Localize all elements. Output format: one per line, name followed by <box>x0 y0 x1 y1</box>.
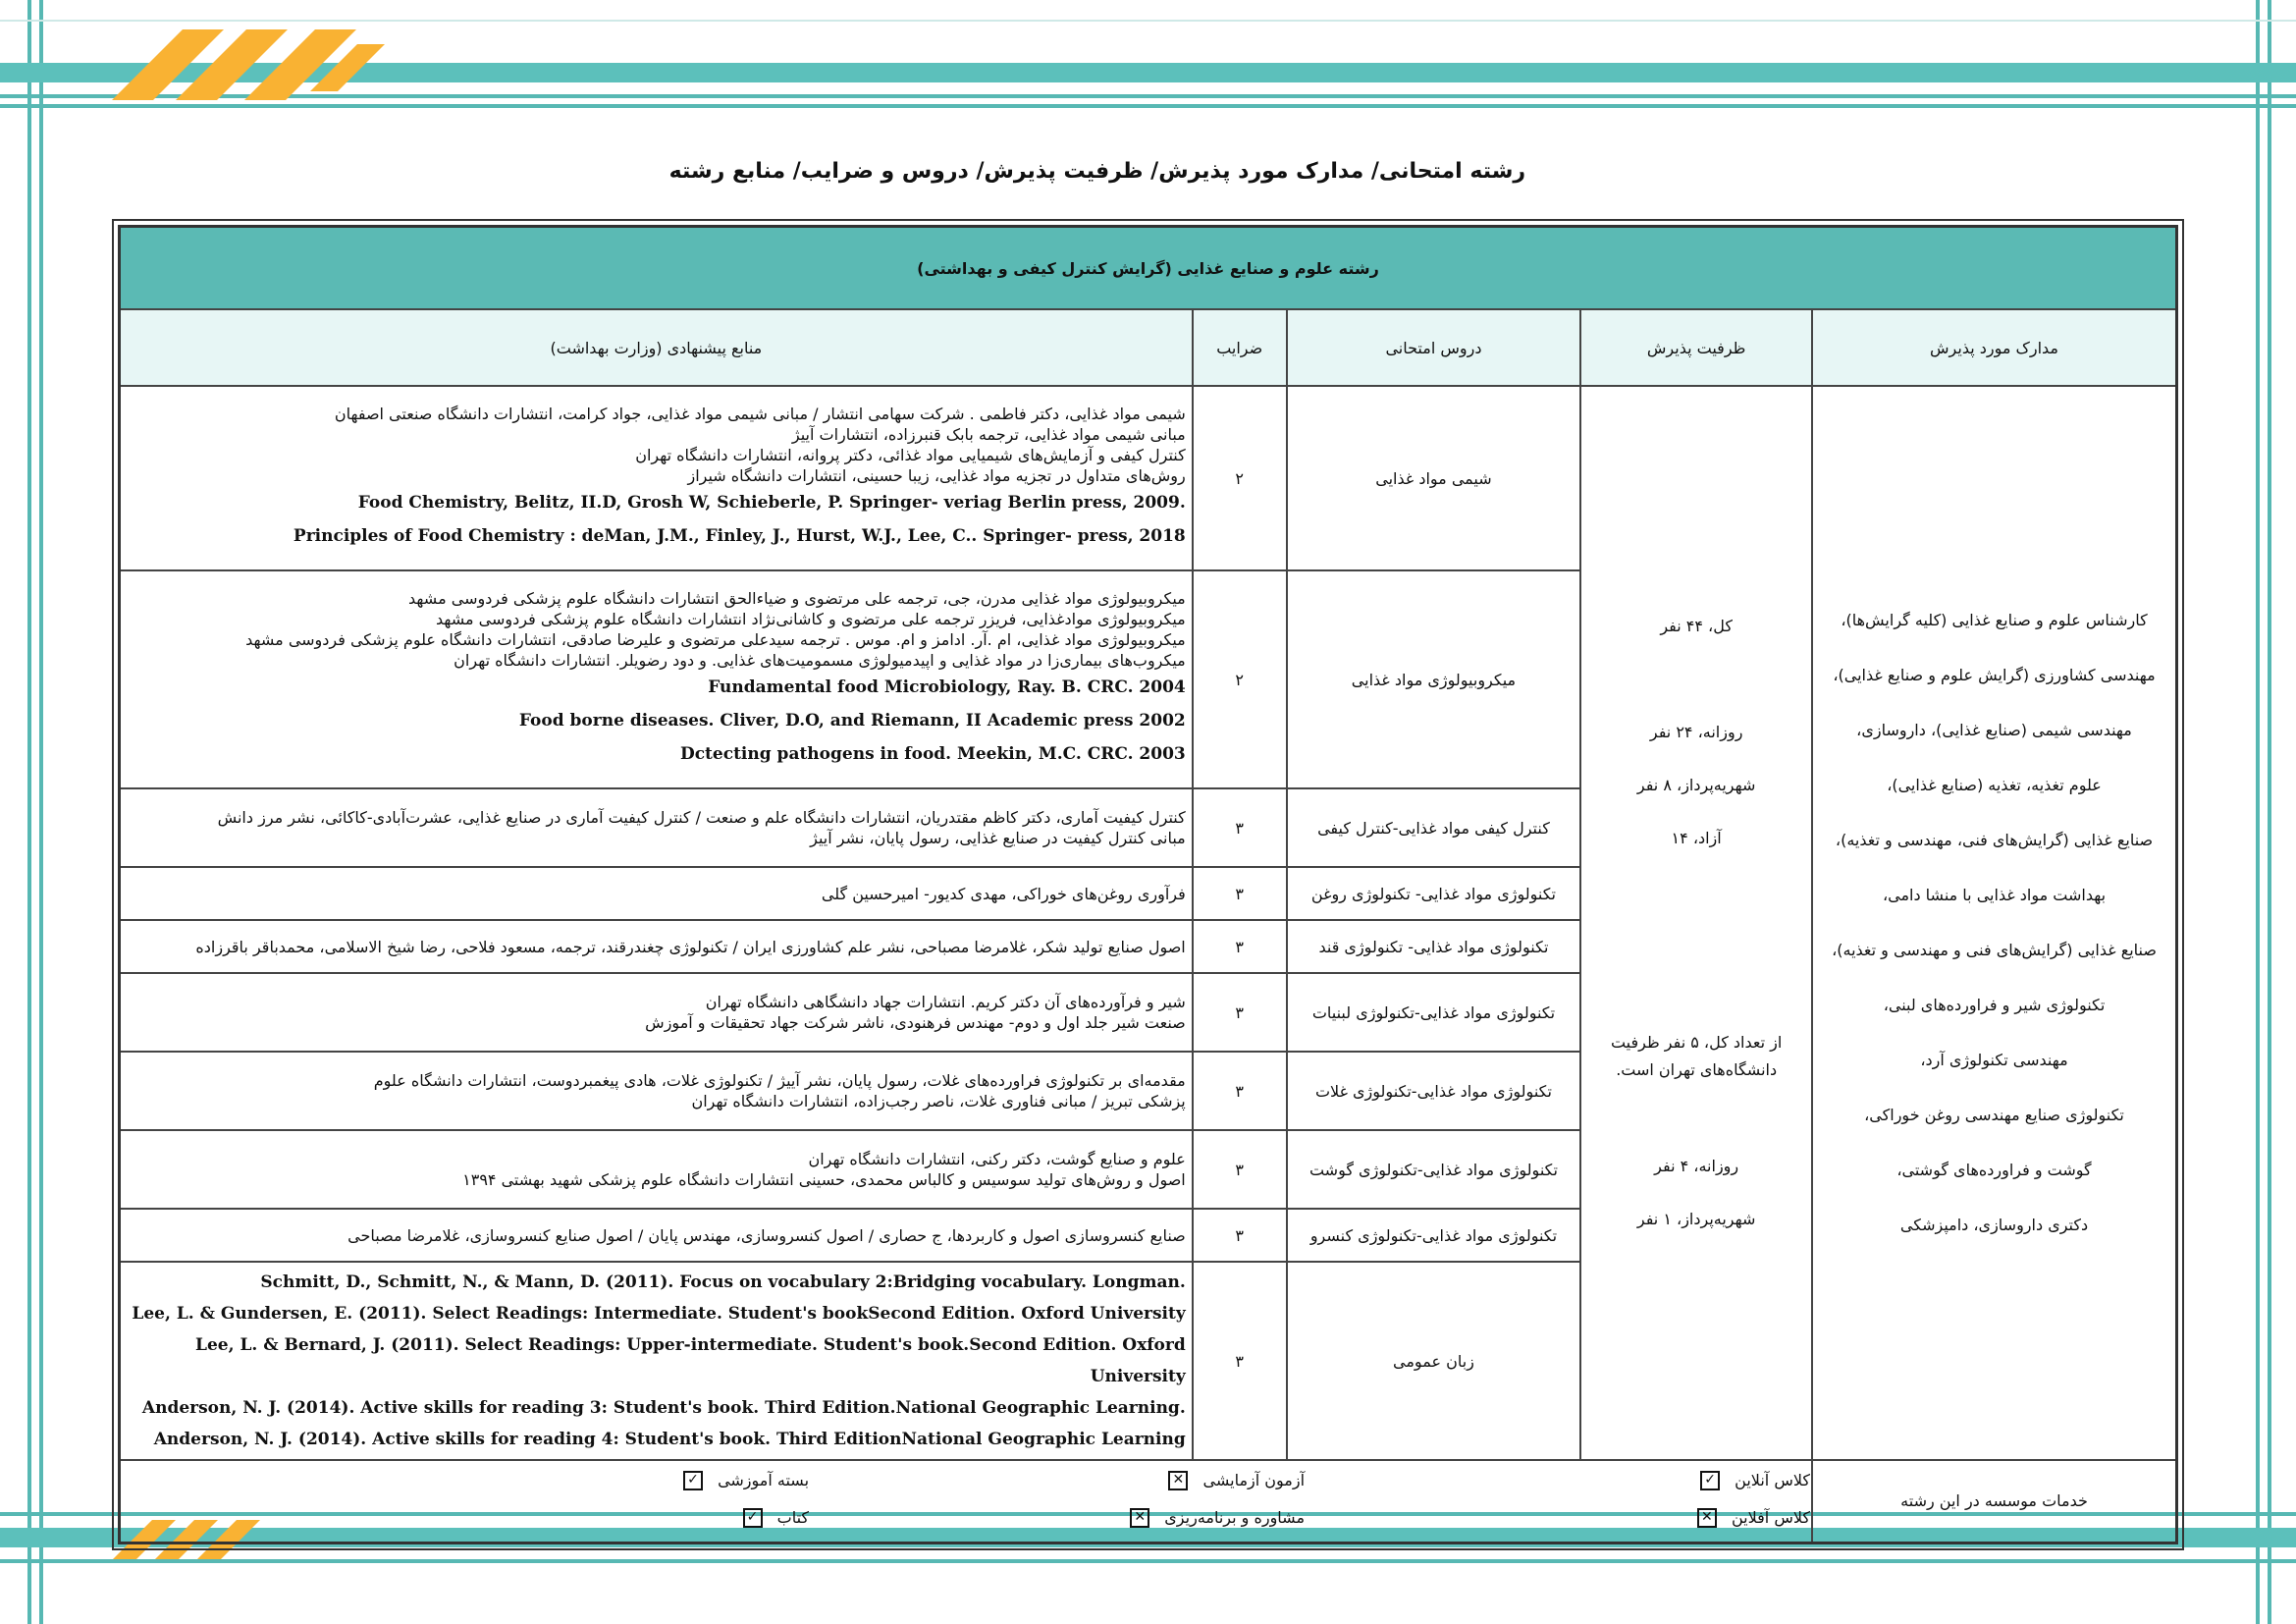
resource-fa: روش‌های متداول در تجزیه مواد غذایی، زیبا حسینی، انتشارات دانشگاه شیراز <box>687 466 1186 485</box>
top-band-line <box>0 94 2296 98</box>
header-resources: منابع پیشنهادی (وزارت بهداشت) <box>120 309 1193 386</box>
checkbox-crossed-icon: ✕ <box>1697 1508 1717 1528</box>
resource-en: Anderson, N. J. (2014). Active skills for reading 3: Student's book. Third Edition.National Geographic Learning. <box>141 1398 1186 1418</box>
course-name: تکنولوژی مواد غذایی- تکنولوژی روغن <box>1287 867 1581 920</box>
course-coefficient: ۳ <box>1193 1130 1287 1209</box>
document-item: صنایع غذایی (گرایش‌های فنی و مهندسی و تغذیه)، <box>1832 941 2157 959</box>
frame-top-line <box>0 20 2296 22</box>
resource-fa: کنترل کیفیت آماری، دکتر کاظم مقتدریان، انتشارات دانشگاه علم و صنعت / کنترل کیفیت آماری در صنایع غذایی، عشرت‌آبادی-کاکائی، نشر مرز دانش <box>217 808 1186 827</box>
resource-en: Lee, L. & Gundersen, E. (2011). Select Readings: Intermediate. Student's bookSecond Edition. Oxford University <box>132 1304 1186 1324</box>
breadcrumb: رشته امتحانی/ مدارک مورد پذیرش/ ظرفیت پذیرش/ دروس و ضرایب/ منابع رشته <box>668 159 1525 184</box>
resource-en: Fundamental food Microbiology, Ray. B. CRC. 2004 <box>708 677 1186 697</box>
document-item: تکنولوژی صنایع مهندسی روغن خوراکی، <box>1864 1106 2124 1124</box>
document-item: بهداشت مواد غذایی با منشا دامی، <box>1882 886 2107 904</box>
resource-fa: علوم و صنایع گوشت، دکتر رکنی، انتشارات دانشگاه تهران <box>808 1150 1186 1168</box>
program-title: رشته علوم و صنایع غذایی (گرایش کنترل کیفی و بهداشتی) <box>120 227 2177 310</box>
resource-en: Food Chemistry, Belitz, II.D, Grosh W, Schieberle, P. Springer- veriag Berlin press, 2009. <box>357 493 1186 513</box>
top-band-line-2 <box>0 104 2296 108</box>
table-row <box>120 386 2177 570</box>
document-item: صنایع غذایی (گرایش‌های فنی، مهندسی و تغذیه)، <box>1835 831 2154 849</box>
course-coefficient: ۳ <box>1193 788 1287 867</box>
resource-fa: شیمی مواد غذایی، دکتر فاطمی . شرکت سهامی انتشار / مبانی شیمی مواد غذایی، جواد کرامت، انتشارات دانشگاه صنعتی اصفهان <box>334 405 1186 423</box>
course-name: تکنولوژی مواد غذایی-تکنولوژی لبنیات <box>1287 973 1581 1052</box>
resource-fa: اصول صنایع تولید شکر، غلامرضا مصباحی، نشر علم کشاورزی ایران / تکنولوژی چغندرقند، ترجمه، مسعود فلاحی، رضا شیخ الاسلامی، محمدباقر باقرزاده <box>195 937 1186 956</box>
course-resources <box>120 1130 1193 1209</box>
course-resources <box>120 570 1193 788</box>
service-educational-package: بسته آموزشی ✓ <box>683 1471 809 1491</box>
course-name: تکنولوژی مواد غذایی-تکنولوژی کنسرو <box>1287 1209 1581 1262</box>
course-resources <box>120 973 1193 1052</box>
resource-fa: مقدمه‌ای بر تکنولوژی فراورده‌های غلات، رسول پایان، نشر آییژ / تکنولوژی غلات، هادی پیغمبردوست، انتشارات دانشگاه علوم <box>373 1071 1186 1090</box>
capacity-tuition: شهریه‌پرداز، ۸ نفر <box>1636 776 1756 794</box>
service-counseling: مشاوره و برنامه‌ریزی ✕ <box>1130 1508 1305 1529</box>
service-offline-class: کلاس آفلاین ✕ <box>1697 1508 1810 1529</box>
resource-fa: صنایع کنسروسازی اصول و کاربردها، ج حصاری / اصول کنسروسازی، مهندس پایان / اصول صنایع کنسروسازی، غلامرضا مصباحی <box>347 1225 1186 1245</box>
resource-en: Schmitt, D., Schmitt, N., & Mann, D. (2011). Focus on vocabulary 2:Bridging vocabulary. Longman. <box>260 1272 1186 1292</box>
resource-fa: میکروب‌های بیماری‌زا در مواد غذایی و اپیدمیولوژی مسمومیت‌های غذایی. و دود رضویلر. انتشارات دانشگاه تهران <box>454 651 1186 670</box>
document-item: تکنولوژی شیر و فراورده‌های لبنی، <box>1883 996 2106 1014</box>
frame-left-line <box>27 0 31 1624</box>
document-item: کارشناس علوم و صنایع غذایی (کلیه گرایش‌ها)، <box>1841 611 2148 629</box>
resource-fa: میکروبیولوژی موادغذایی، فریزر ترجمه علی مرتضوی و کاشانی‌نژاد انتشارات دانشگاه علوم پزشکی فردوسی مشهد <box>435 610 1186 628</box>
capacity-tehran-tuition: شهریه‌پرداز، ۱ نفر <box>1636 1210 1756 1228</box>
header-coefficient: ضرایب <box>1193 309 1287 386</box>
capacity-tehran-note: از تعداد کل، ۵ نفر ظرفیت دانشگاه‌های تهران است. <box>1610 1033 1783 1079</box>
header-documents: مدارک مورد پذیرش <box>1812 309 2176 386</box>
course-resources <box>120 1052 1193 1130</box>
resource-en: Principles of Food Chemistry : deMan, J.M., Finley, J., Hurst, W.J., Lee, C.. Springer- press, 2018 <box>293 526 1186 546</box>
frame-left-line-inner <box>39 0 43 1624</box>
checkbox-crossed-icon: ✕ <box>1168 1471 1188 1490</box>
resource-fa: اصول و روش‌های تولید سوسیس و کالباس محمدی، حسینی انتشارات دانشگاه علوم پزشکی شهید بهشتی ۱۳۹۴ <box>462 1170 1186 1189</box>
resource-fa: پزشکی تبریز / مبانی فناوری غلات، ناصر رجب‌زاده، انتشارات دانشگاه تهران <box>691 1092 1186 1110</box>
header-courses: دروس امتحانی <box>1287 309 1581 386</box>
course-name: تکنولوژی مواد غذایی-تکنولوژی گوشت <box>1287 1130 1581 1209</box>
resource-fa: کنترل کیفی و آزمایش‌های شیمیایی مواد غذائی، دکتر پروانه، انتشارات دانشگاه تهران <box>635 446 1186 464</box>
course-coefficient: ۳ <box>1193 973 1287 1052</box>
document-item: مهندسی کشاورزی (گرایش علوم و صنایع غذایی)، <box>1833 666 2156 684</box>
checkbox-checked-icon: ✓ <box>683 1471 703 1490</box>
frame-right-line-inner <box>2268 0 2271 1624</box>
capacity-tehran-daily: روزانه، ۴ نفر <box>1654 1157 1739 1175</box>
course-resources <box>120 1209 1193 1262</box>
frame-right-line <box>2256 0 2260 1624</box>
resource-fa: میکروبیولوژی مواد غذایی، ام .آر. ادامز و ام. موس . ترجمه سیدعلی مرتضوی و علیرضا صادقی، انتشارات دانشگاه علوم پزشکی فردوسی مشهد <box>245 630 1186 649</box>
document-item: مهندسی تکنولوژی آرد، <box>1920 1051 2068 1069</box>
course-name: تکنولوژی مواد غذایی- تکنولوژی قند <box>1287 920 1581 973</box>
course-coefficient: ۲ <box>1193 386 1287 570</box>
course-coefficient: ۳ <box>1193 1209 1287 1262</box>
resource-en: Anderson, N. J. (2014). Active skills for reading 4: Student's book. Third EditionNational Geographic Learning <box>153 1430 1186 1449</box>
course-resources <box>120 920 1193 973</box>
resource-en: Food borne diseases. Cliver, D.O, and Riemann, II Academic press 2002 <box>518 711 1186 731</box>
course-name: میکروبیولوژی مواد غذایی <box>1287 570 1581 788</box>
capacity-azad: آزاد، ۱۴ <box>1671 829 1722 847</box>
course-name: تکنولوژی مواد غذایی-تکنولوژی غلات <box>1287 1052 1581 1130</box>
document-item: گوشت و فراورده‌های گوشتی، <box>1896 1161 2092 1179</box>
capacity-daily: روزانه، ۲۴ نفر <box>1649 723 1743 741</box>
services-label: خدمات موسسه در این رشته <box>1812 1460 2176 1543</box>
course-resources <box>120 386 1193 570</box>
document-item: دکتری داروسازی، دامپزشکی <box>1899 1216 2089 1234</box>
program-table <box>118 225 2178 1544</box>
course-coefficient: ۳ <box>1193 867 1287 920</box>
table-title-row <box>120 227 2177 310</box>
course-name: زبان عمومی <box>1287 1262 1581 1460</box>
resource-fa: مبانی کنترل کیفیت در صنایع غذایی، رسول پایان، نشر آییژ <box>810 829 1186 847</box>
document-item: مهندسی شیمی (صنایع غذایی)، داروسازی، <box>1856 721 2132 739</box>
course-coefficient: ۳ <box>1193 920 1287 973</box>
service-book: کتاب ✓ <box>743 1508 809 1529</box>
resource-fa: شیر و فرآورده‌های آن دکتر کریم. انتشارات جهاد دانشگاهی دانشگاه تهران <box>705 993 1186 1011</box>
table-header-row <box>120 309 2177 386</box>
services-row <box>120 1460 2177 1543</box>
service-mock-exam: آزمون آزمایشی ✕ <box>1168 1471 1305 1491</box>
checkbox-checked-icon: ✓ <box>743 1508 763 1528</box>
course-name: کنترل کیفی مواد غذایی-کنترل کیفی <box>1287 788 1581 867</box>
course-resources <box>120 788 1193 867</box>
course-coefficient: ۳ <box>1193 1262 1287 1460</box>
resource-fa: میکروبیولوژی مواد غذایی مدرن، جی، ترجمه علی مرتضوی و ضیاءالحق انتشارات دانشگاه علوم پزشکی فردوسی مشهد <box>408 589 1186 608</box>
resource-fa: مبانی شیمی مواد غذایی، ترجمه بابک قنبرزاده، انتشارات آییژ <box>791 425 1186 444</box>
capacity-total: کل، ۴۴ نفر <box>1660 617 1733 635</box>
resource-fa: صنعت شیر جلد اول و دوم- مهندس فرهنودی، ناشر شرکت جهاد تحقیقات و آموزش <box>645 1013 1186 1032</box>
course-resources <box>120 867 1193 920</box>
course-resources <box>120 1262 1193 1460</box>
checkbox-checked-icon: ✓ <box>1700 1471 1720 1490</box>
accepted-documents-cell <box>1812 386 2176 1460</box>
services-cell <box>120 1460 1813 1543</box>
course-name: شیمی مواد غذایی <box>1287 386 1581 570</box>
course-coefficient: ۲ <box>1193 570 1287 788</box>
service-online-class: کلاس آنلاین ✓ <box>1700 1471 1810 1491</box>
header-capacity: ظرفیت پذیرش <box>1580 309 1812 386</box>
bottom-band-line-2 <box>0 1559 2296 1563</box>
capacity-cell <box>1580 386 1812 1460</box>
checkbox-crossed-icon: ✕ <box>1130 1508 1149 1528</box>
resource-en: Lee, L. & Bernard, J. (2011). Select Readings: Upper-intermediate. Student's book.Second Edition. Oxford University <box>195 1335 1186 1386</box>
document-item: علوم تغذیه، تغذیه (صنایع غذایی)، <box>1887 776 2102 794</box>
resource-en: Dctecting pathogens in food. Meekin, M.C. CRC. 2003 <box>679 744 1186 764</box>
course-coefficient: ۳ <box>1193 1052 1287 1130</box>
resource-fa: فرآوری روغن‌های خوراکی، مهدی کدیور- امیرحسین گلی <box>821 884 1186 903</box>
